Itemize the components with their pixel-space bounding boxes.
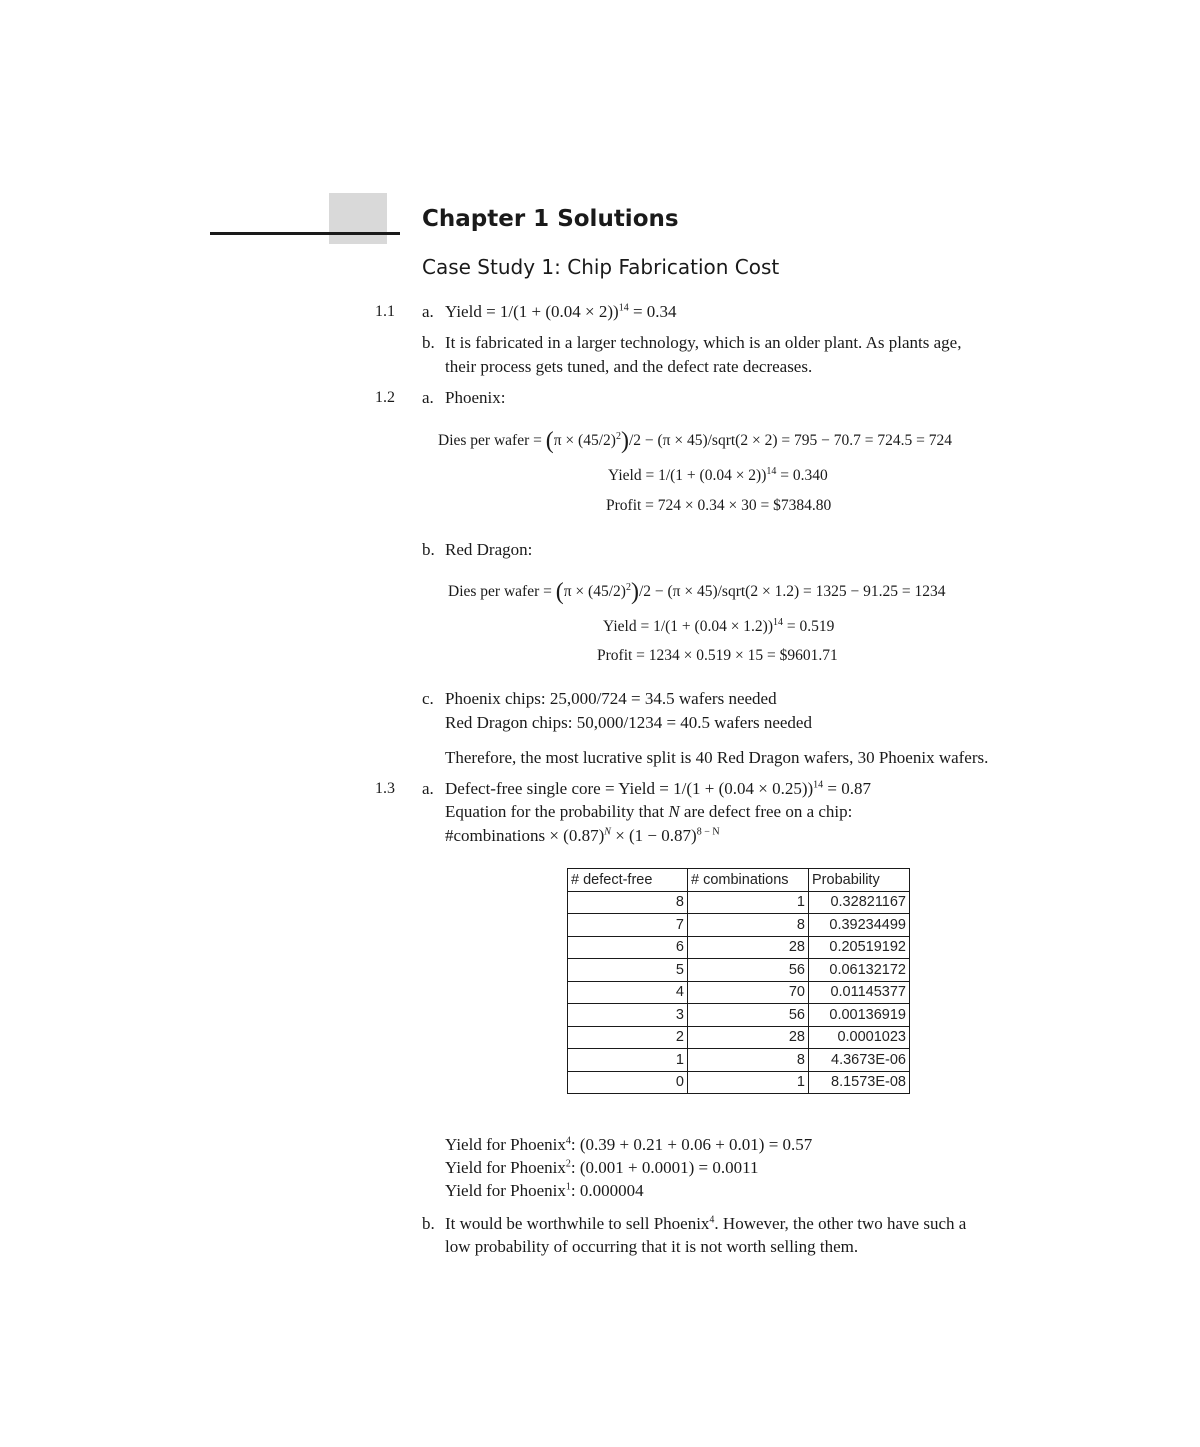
table-row xyxy=(568,891,910,914)
table-header-row xyxy=(568,869,910,892)
table-row xyxy=(568,1026,910,1049)
table-cell: 3 xyxy=(568,1004,688,1027)
table-cell: 5 xyxy=(568,959,688,982)
p1-2-a-title: Phoenix: xyxy=(445,388,506,407)
table-cell: 8.1573E-08 xyxy=(809,1071,910,1094)
p1-2-a-label: a. xyxy=(422,388,434,407)
table-cell: 1 xyxy=(688,1071,809,1094)
p1-2-a-dies-equation: Dies per wafer = $(\pi \times (45/2)^2)/2 - (\pi$ × 45)/sqrt(2 × 2) = 795 − 70.7 = 724.5 = 724 xyxy=(438,428,952,454)
table-row xyxy=(568,981,910,1004)
table-cell: 2 xyxy=(568,1026,688,1049)
table-row xyxy=(568,1071,910,1094)
table-cell: 28 xyxy=(688,936,809,959)
table-cell: 0.39234499 xyxy=(809,914,910,937)
table-cell: 0.01145377 xyxy=(809,981,910,1004)
yield-phoenix-4: Yield for Phoenix$^4$: (0.39 + 0.21 + 0.06 + 0.01) = 0.57 xyxy=(445,1135,813,1154)
p1-2-b-yield-equation: Yield = $1/(1 + (0.04 \times 1.2))^{14} = 0.519$ xyxy=(603,616,835,635)
table-cell: 0.20519192 xyxy=(809,936,910,959)
p1-1-b-line2: their process gets tuned, and the defect rate decreases. xyxy=(445,357,813,376)
p1-3-a-line2: Equation for the probability that N are defect free on a chip: xyxy=(445,802,853,821)
p1-1-a-text: Yield = $1/(1 + (0.04 \times 2))^{14} = 0.34$ xyxy=(445,302,677,321)
table-cell: 4 xyxy=(568,981,688,1004)
problem-number-1-2: 1.2 xyxy=(375,389,395,406)
table-row xyxy=(568,914,910,937)
table-row xyxy=(568,1004,910,1027)
problem-number-1-3: 1.3 xyxy=(375,780,395,797)
table-cell: 28 xyxy=(688,1026,809,1049)
table-header-combinations: # combinations xyxy=(688,869,809,892)
table-cell: 0.06132172 xyxy=(809,959,910,982)
table-cell: 1 xyxy=(688,891,809,914)
p1-2-b-dies-equation: Dies per wafer = $(\pi \times (45/2)^2)/2 - (\pi$ × 45)/sqrt(2 × 1.2) = 1325 − 91.25 = 1234 xyxy=(448,579,946,605)
probability-table xyxy=(567,868,910,1094)
p1-2-a-profit-equation: Profit = 724 × 0.34 × 30 = $7384.80 xyxy=(606,497,832,514)
p1-3-a-line3: #combinations × $(0.87)^N \times (1 - 0.87)^{8 - N}$ xyxy=(445,826,720,845)
table-cell: 56 xyxy=(688,959,809,982)
chapter-tab-box xyxy=(329,193,387,244)
yield-phoenix-2: Yield for Phoenix$^2$: (0.001 + 0.0001) = 0.0011 xyxy=(445,1158,759,1177)
table-cell: 4.3673E-06 xyxy=(809,1049,910,1072)
table-cell: 1 xyxy=(568,1049,688,1072)
table-header-defect-free: # defect-free xyxy=(568,869,688,892)
p1-2-b-title: Red Dragon: xyxy=(445,540,533,559)
table-cell: 8 xyxy=(568,891,688,914)
p1-2-c-conclusion: Therefore, the most lucrative split is 40 Red Dragon wafers, 30 Phoenix wafers. xyxy=(445,748,989,767)
table-row xyxy=(568,959,910,982)
table-header-probability: Probability xyxy=(809,869,910,892)
p1-3-b-label: b. xyxy=(422,1214,435,1233)
table-cell: 0.00136919 xyxy=(809,1004,910,1027)
table-cell: 8 xyxy=(688,914,809,937)
table-cell: 0.32821167 xyxy=(809,891,910,914)
table-cell: 0 xyxy=(568,1071,688,1094)
p1-2-c-line2: Red Dragon chips: 50,000/1234 = 40.5 wafers needed xyxy=(445,713,812,732)
case-study-title: Case Study 1: Chip Fabrication Cost xyxy=(422,255,780,279)
p1-2-c-line1: Phoenix chips: 25,000/724 = 34.5 wafers needed xyxy=(445,689,777,708)
table-row xyxy=(568,1049,910,1072)
p1-3-a-line1: Defect-free single core = Yield = $1/(1 + (0.04 \times 0.25))^{14} = 0.87$ xyxy=(445,779,871,798)
yield-phoenix-1: Yield for Phoenix$^1$: 0.000004 xyxy=(445,1181,644,1200)
p1-2-c-label: c. xyxy=(422,689,434,708)
table-cell: 8 xyxy=(688,1049,809,1072)
table-row xyxy=(568,936,910,959)
table-cell: 0.0001023 xyxy=(809,1026,910,1049)
table-cell: 70 xyxy=(688,981,809,1004)
table-cell: 56 xyxy=(688,1004,809,1027)
p1-2-b-label: b. xyxy=(422,540,435,559)
table-cell: 6 xyxy=(568,936,688,959)
p1-1-b-label: b. xyxy=(422,333,435,352)
p1-1-b-line1: It is fabricated in a larger technology, which is an older plant. As plants age, xyxy=(445,333,962,352)
p1-3-a-label: a. xyxy=(422,779,434,798)
chapter-rule xyxy=(210,232,400,235)
p1-2-a-yield-equation: Yield = $1/(1 + (0.04 \times 2))^{14} = 0.340$ xyxy=(608,465,828,484)
p1-3-b-line2: low probability of occurring that it is not worth selling them. xyxy=(445,1237,859,1256)
table-cell: 7 xyxy=(568,914,688,937)
p1-2-b-profit-equation: Profit = 1234 × 0.519 × 15 = $9601.71 xyxy=(597,647,838,664)
problem-number-1-1: 1.1 xyxy=(375,303,395,320)
p1-3-b-line1: It would be worthwhile to sell Phoenix$^4$. However, the other two have such a xyxy=(445,1214,967,1233)
chapter-title: Chapter 1 Solutions xyxy=(422,206,679,232)
p1-1-a-label: a. xyxy=(422,302,434,321)
